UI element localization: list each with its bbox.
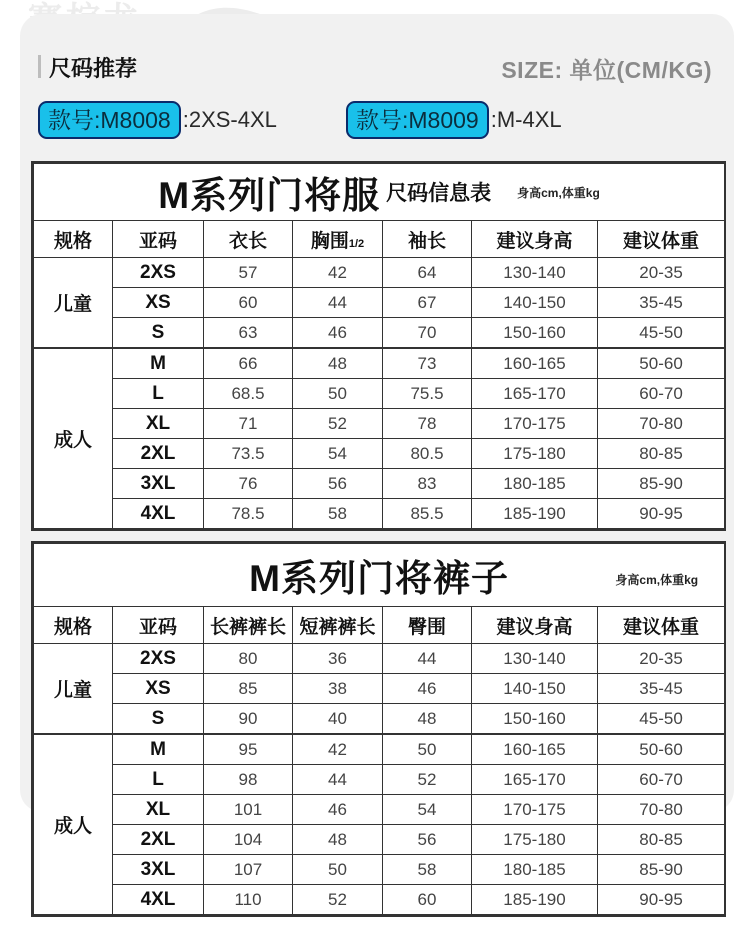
value-cell: 56 <box>383 825 472 855</box>
model-tag-2 <box>346 101 562 139</box>
size-cell: XL <box>113 795 204 825</box>
value-cell: 160-165 <box>472 348 598 379</box>
value-cell: 165-170 <box>472 379 598 409</box>
value-cell: 46 <box>293 318 383 349</box>
table-row <box>34 469 725 499</box>
table-row <box>34 734 725 765</box>
value-cell: 130-140 <box>472 644 598 674</box>
value-cell: 50 <box>293 379 383 409</box>
value-cell: 60-70 <box>598 765 725 795</box>
value-cell: 70-80 <box>598 409 725 439</box>
value-cell: 78 <box>383 409 472 439</box>
column-header <box>383 607 472 644</box>
value-cell: 67 <box>383 288 472 318</box>
shirt-title-main: M系列门将服 <box>158 175 381 216</box>
value-cell: 50 <box>293 855 383 885</box>
value-cell: 68.5 <box>204 379 293 409</box>
value-cell: 73 <box>383 348 472 379</box>
pants-unit-note: 身高cm,体重kg <box>615 573 699 587</box>
table-row <box>34 288 725 318</box>
value-cell: 160-165 <box>472 734 598 765</box>
size-cell: 4XL <box>113 499 204 529</box>
column-header-label: 规格 <box>53 616 92 638</box>
value-cell: 80-85 <box>598 825 725 855</box>
column-header <box>598 607 725 644</box>
value-cell: 44 <box>293 288 383 318</box>
column-header-label: 建议身高 <box>496 230 573 252</box>
size-cell: XL <box>113 409 204 439</box>
table-row <box>34 348 725 379</box>
column-header <box>472 607 598 644</box>
value-cell: 73.5 <box>204 439 293 469</box>
table-row <box>34 409 725 439</box>
chest-half-note: 1/2 <box>348 237 365 250</box>
value-cell: 35-45 <box>598 288 725 318</box>
group-label: 儿童 <box>34 644 113 735</box>
value-cell: 104 <box>204 825 293 855</box>
value-cell: 52 <box>383 765 472 795</box>
column-header <box>293 607 383 644</box>
value-cell: 85.5 <box>383 499 472 529</box>
column-header-label: 建议体重 <box>623 616 700 638</box>
size-cell: XS <box>113 674 204 704</box>
column-header-label: 建议体重 <box>623 230 700 252</box>
header-accent-bar <box>38 55 41 78</box>
size-cell: S <box>113 704 204 735</box>
value-cell: 40 <box>293 704 383 735</box>
value-cell: 48 <box>293 348 383 379</box>
value-cell: 42 <box>293 258 383 288</box>
value-cell: 85-90 <box>598 469 725 499</box>
table-row <box>34 704 725 735</box>
size-cell: 4XL <box>113 885 204 915</box>
model-code-chip: 款号:M8009 <box>346 101 489 139</box>
column-header <box>472 221 598 258</box>
value-cell: 150-160 <box>472 704 598 735</box>
value-cell: 58 <box>383 855 472 885</box>
value-cell: 36 <box>293 644 383 674</box>
value-cell: 56 <box>293 469 383 499</box>
value-cell: 66 <box>204 348 293 379</box>
value-cell: 70-80 <box>598 795 725 825</box>
table-row <box>34 499 725 529</box>
value-cell: 180-185 <box>472 469 598 499</box>
value-cell: 60 <box>204 288 293 318</box>
column-header-label: 规格 <box>53 230 92 252</box>
column-header <box>204 607 293 644</box>
value-cell: 80.5 <box>383 439 472 469</box>
value-cell: 50-60 <box>598 734 725 765</box>
value-cell: 63 <box>204 318 293 349</box>
shirt-unit-note: 身高cm,体重kg <box>517 185 600 200</box>
value-cell: 170-175 <box>472 795 598 825</box>
value-cell: 48 <box>293 825 383 855</box>
value-cell: 85 <box>204 674 293 704</box>
model-code-chip: 款号:M8008 <box>38 101 181 139</box>
size-cell: XS <box>113 288 204 318</box>
value-cell: 83 <box>383 469 472 499</box>
value-cell: 185-190 <box>472 499 598 529</box>
value-cell: 71 <box>204 409 293 439</box>
table-row <box>34 855 725 885</box>
value-cell: 20-35 <box>598 644 725 674</box>
value-cell: 45-50 <box>598 704 725 735</box>
column-header <box>383 221 472 258</box>
model-size-range: :M-4XL <box>490 107 562 132</box>
size-cell: M <box>113 348 204 379</box>
value-cell: 85-90 <box>598 855 725 885</box>
column-header-label: 长裤裤长 <box>209 616 286 638</box>
value-cell: 175-180 <box>472 439 598 469</box>
column-header-label: 衣长 <box>228 230 267 252</box>
value-cell: 60 <box>383 885 472 915</box>
value-cell: 110 <box>204 885 293 915</box>
value-cell: 130-140 <box>472 258 598 288</box>
value-cell: 50-60 <box>598 348 725 379</box>
table-row <box>34 765 725 795</box>
value-cell: 180-185 <box>472 855 598 885</box>
column-header <box>293 221 383 258</box>
table-row <box>34 439 725 469</box>
value-cell: 90-95 <box>598 499 725 529</box>
value-cell: 107 <box>204 855 293 885</box>
value-cell: 80 <box>204 644 293 674</box>
column-header <box>113 607 204 644</box>
column-header-label: 臀围 <box>407 616 446 638</box>
table-row <box>34 258 725 288</box>
size-cell: L <box>113 765 204 795</box>
value-cell: 38 <box>293 674 383 704</box>
model-tag-1 <box>38 101 277 139</box>
value-cell: 48 <box>383 704 472 735</box>
value-cell: 70 <box>383 318 472 349</box>
table-row <box>34 644 725 674</box>
column-header <box>113 221 204 258</box>
size-unit-label: SIZE: 单位(CM/KG) <box>501 57 712 83</box>
table-row <box>34 885 725 915</box>
value-cell: 52 <box>293 409 383 439</box>
value-cell: 35-45 <box>598 674 725 704</box>
value-cell: 44 <box>383 644 472 674</box>
column-header-label: 亚码 <box>138 230 177 252</box>
table-row <box>34 825 725 855</box>
value-cell: 57 <box>204 258 293 288</box>
size-cell: 2XS <box>113 258 204 288</box>
value-cell: 58 <box>293 499 383 529</box>
size-cell: L <box>113 379 204 409</box>
value-cell: 45-50 <box>598 318 725 349</box>
pants-table-title <box>34 544 725 607</box>
value-cell: 64 <box>383 258 472 288</box>
column-header-label: 建议身高 <box>496 616 573 638</box>
value-cell: 90-95 <box>598 885 725 915</box>
value-cell: 80-85 <box>598 439 725 469</box>
size-cell: S <box>113 318 204 349</box>
column-header <box>204 221 293 258</box>
table-row <box>34 318 725 349</box>
value-cell: 50 <box>383 734 472 765</box>
value-cell: 52 <box>293 885 383 915</box>
value-cell: 175-180 <box>472 825 598 855</box>
group-label: 成人 <box>34 348 113 529</box>
value-cell: 46 <box>293 795 383 825</box>
value-cell: 185-190 <box>472 885 598 915</box>
value-cell: 76 <box>204 469 293 499</box>
size-cell: 2XL <box>113 439 204 469</box>
value-cell: 98 <box>204 765 293 795</box>
shirt-table-title <box>34 164 725 221</box>
shirt-title-sub: 尺码信息表 <box>386 182 492 205</box>
group-label: 成人 <box>34 734 113 915</box>
value-cell: 78.5 <box>204 499 293 529</box>
value-cell: 170-175 <box>472 409 598 439</box>
column-header-label: 亚码 <box>138 616 177 638</box>
value-cell: 60-70 <box>598 379 725 409</box>
value-cell: 44 <box>293 765 383 795</box>
size-cell: 2XS <box>113 644 204 674</box>
table-row <box>34 379 725 409</box>
size-cell: 3XL <box>113 469 204 499</box>
column-header <box>34 221 113 258</box>
value-cell: 90 <box>204 704 293 735</box>
pants-title-main: M系列门将裤子 <box>249 558 509 599</box>
value-cell: 54 <box>293 439 383 469</box>
table-row <box>34 795 725 825</box>
size-cell: M <box>113 734 204 765</box>
value-cell: 75.5 <box>383 379 472 409</box>
column-header-label: 短裤裤长 <box>299 616 376 638</box>
value-cell: 46 <box>383 674 472 704</box>
size-cell: 2XL <box>113 825 204 855</box>
shirt-size-table <box>31 161 726 531</box>
value-cell: 140-150 <box>472 674 598 704</box>
value-cell: 95 <box>204 734 293 765</box>
group-label: 儿童 <box>34 258 113 349</box>
value-cell: 42 <box>293 734 383 765</box>
value-cell: 165-170 <box>472 765 598 795</box>
pants-size-table <box>31 541 726 917</box>
model-size-range: :2XS-4XL <box>182 107 277 132</box>
value-cell: 54 <box>383 795 472 825</box>
section-title: 尺码推荐 <box>49 56 138 81</box>
table-row <box>34 674 725 704</box>
column-header <box>34 607 113 644</box>
size-cell: 3XL <box>113 855 204 885</box>
value-cell: 140-150 <box>472 288 598 318</box>
column-header-label: 胸围 <box>310 230 349 252</box>
column-header-label: 袖长 <box>407 230 446 252</box>
value-cell: 20-35 <box>598 258 725 288</box>
value-cell: 101 <box>204 795 293 825</box>
column-header <box>598 221 725 258</box>
value-cell: 150-160 <box>472 318 598 349</box>
